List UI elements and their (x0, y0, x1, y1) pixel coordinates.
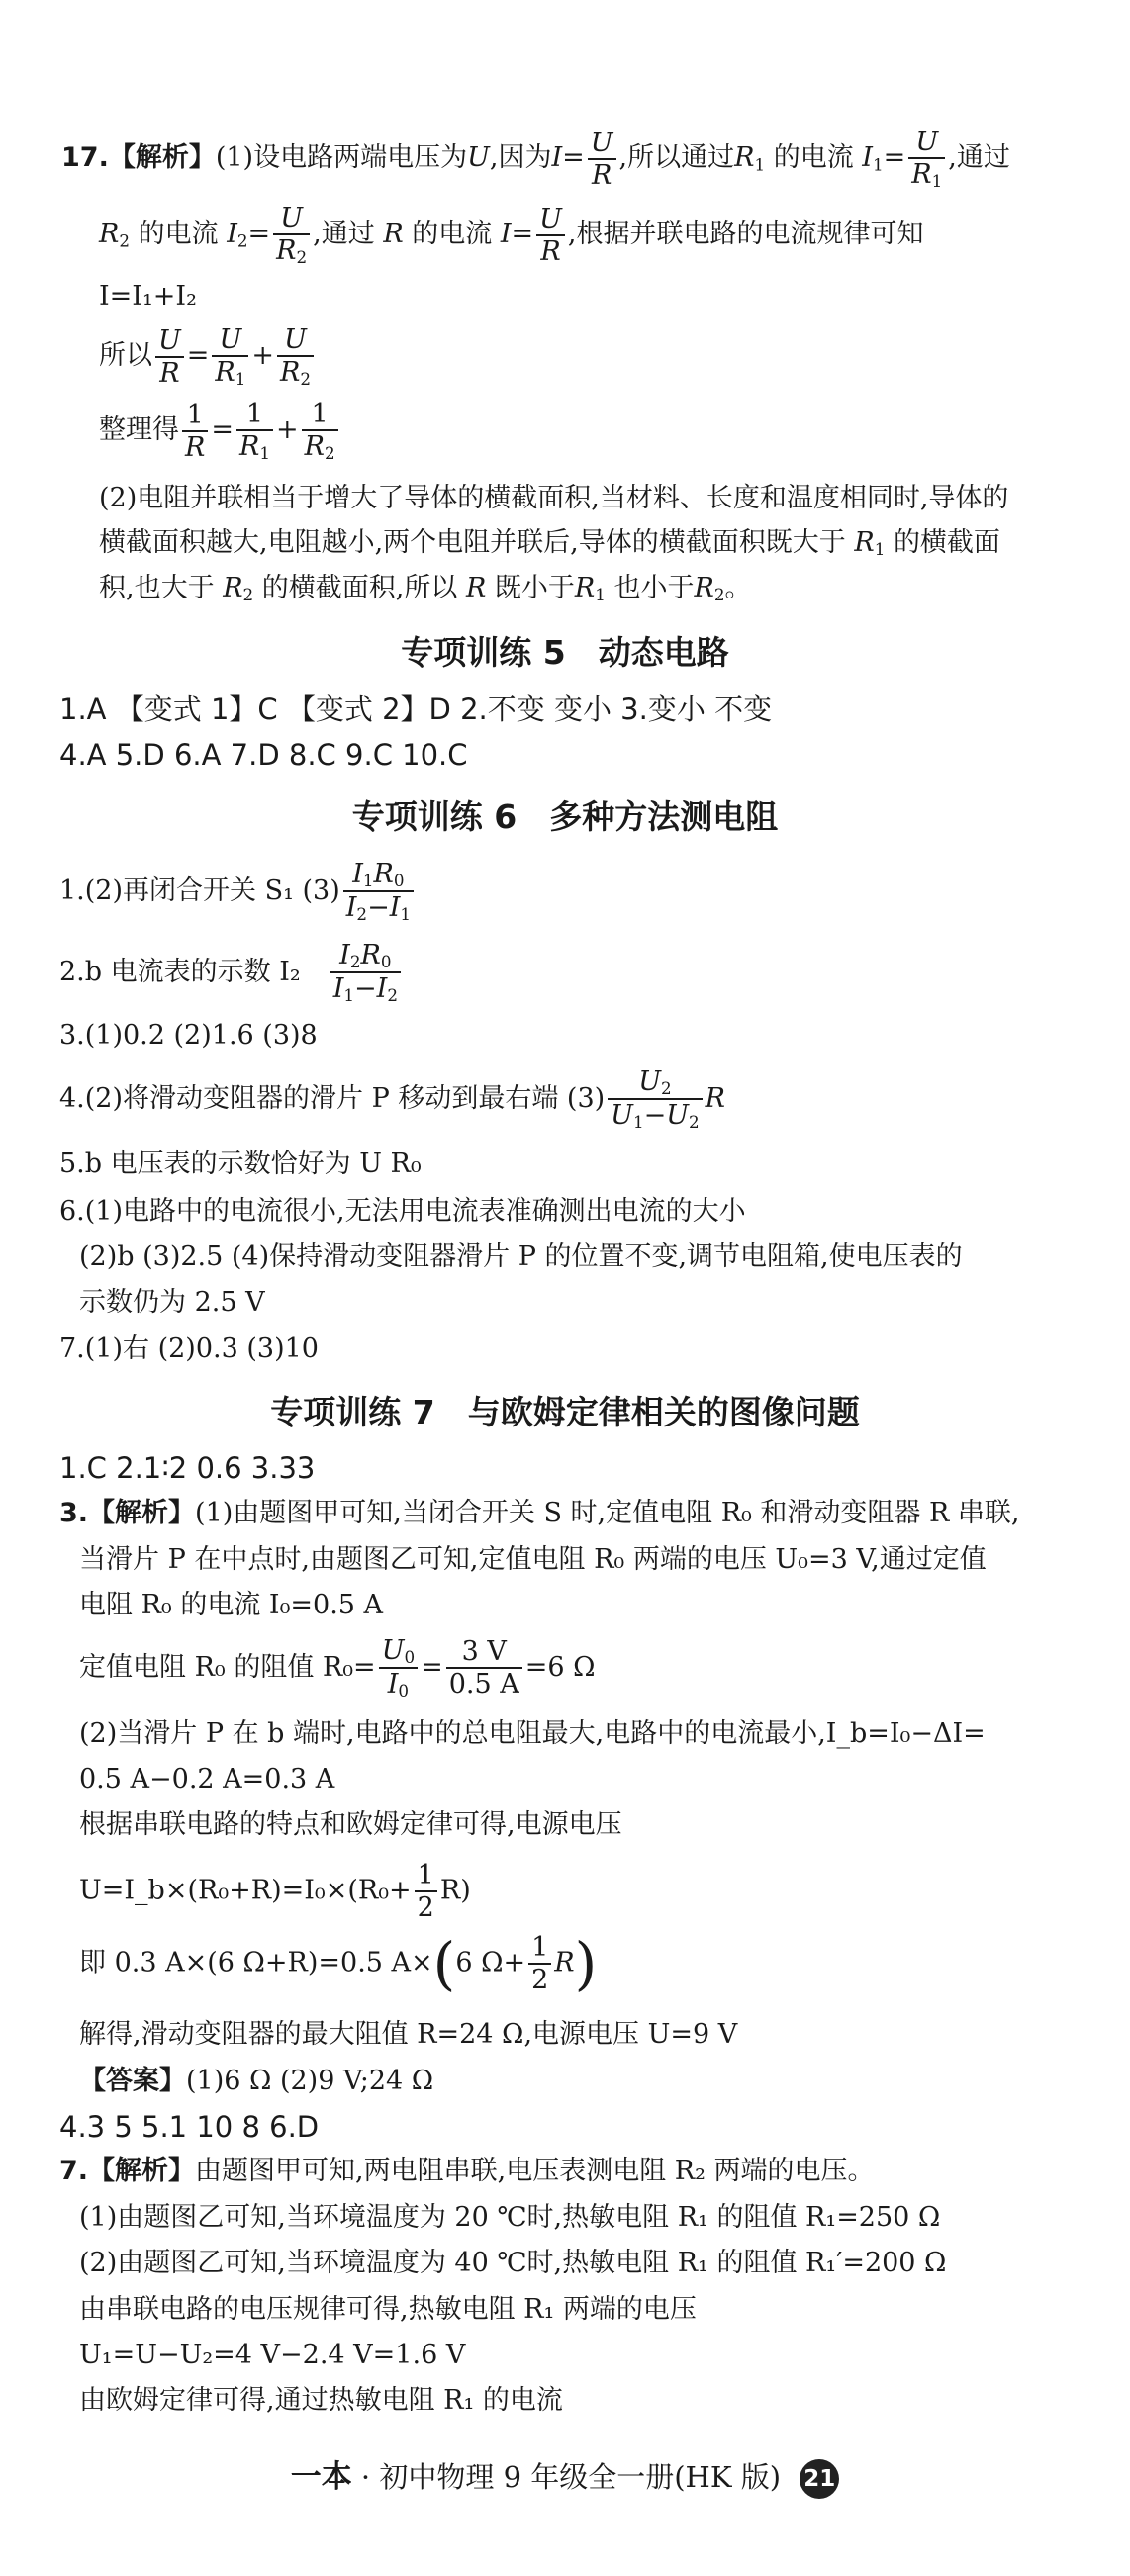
sec7-q7-line-3: (2)由题图乙可知,当环境温度为 40 ℃时,热敏电阻 R₁ 的阻值 R₁′=200 Ω (79, 2248, 947, 2278)
sec7-q7-line-4: 由串联电路的电压规律可得,热敏电阻 R₁ 两端的电压 (79, 2294, 697, 2325)
sec7-q3-line-9: 即 0.3 A×(6 Ω+R)=0.5 A×(6 Ω+ $\frac{1}{2}$ R) (79, 1930, 598, 1998)
section-title-5: 专项训练 5 动态电路 (401, 633, 729, 672)
sec6-answer-3: 3.(1)0.2 (2)1.6 (3)8 (59, 1020, 318, 1051)
sec7-q3-line-3: 电阻 R₀ 的电流 I₀=0.5 A (79, 1590, 384, 1620)
sec5-answers-1: 1.A 【变式 1】C 【变式 2】D 2.不变 变小 3.变小 不变 (59, 692, 773, 726)
sec6-answer-1: 1.(2)再闭合开关 S₁ (3) $\frac{I_1R_0}{I_2-I_1}$ (59, 859, 417, 925)
sec7-q3-line-4: 定值电阻 R₀ 的阻值 R₀= $\frac{U_0}{I_0}$ = $\frac{3 V}{0.5 A}$ =6 Ω (79, 1635, 596, 1702)
footer-text: · 初中物理 9 年级全一册(HK 版) (360, 2460, 782, 2494)
page-footer (0, 2451, 1130, 2499)
sec7-q3-line-7: 根据串联电路的特点和欧姆定律可得,电源电压 (79, 1809, 622, 1840)
sec6-answer-2: 2.b 电流表的示数 I₂ $\frac{I_2R_0}{I_1-I_2}$ (59, 940, 404, 1006)
sec7-q3-line-1: 3.【解析】(1)由题图甲可知,当闭合开关 S 时,定值电阻 R₀ 和滑动变阻器 R 串联, (59, 1498, 1020, 1528)
section-title-7: 专项训练 7 与欧姆定律相关的图像问题 (270, 1393, 860, 1431)
sec7-q3-line-6: 0.5 A−0.2 A=0.3 A (79, 1764, 335, 1794)
q17-line-2: $R_2$ 的电流 $I_2=$ $\frac{U}{R_2}$ ,通过 R 的电流 I= $\frac{U}{R}$ ,根据并联电路的电流规律可知 (99, 203, 924, 268)
sec7-q3-line-5: (2)当滑片 P 在 b 端时,电路中的总电阻最大,电路中的电流最小,I_b=I₀−ΔI= (79, 1718, 986, 1749)
q17-line-7: 横截面积越大,电阻越小,两个电阻并联后,导体的横截面积既大于 $R_1$ 的横截面 (99, 527, 1000, 560)
sec7-answer-4: 4.3 5 5.1 10 8 6.D (59, 2110, 320, 2144)
sec7-q7-line-5: U₁=U−U₂=4 V−2.4 V=1.6 V (79, 2340, 466, 2370)
sec6-answer-6a: 6.(1)电路中的电流很小,无法用电流表准确测出电流的大小 (59, 1196, 746, 1227)
q17-line-4: 所以 $\frac{U}{R}$ = $\frac{U}{R_1}$ + $\frac{U}{R_2}$ (99, 324, 317, 389)
sec7-q3-line-10: 解得,滑动变阻器的最大阻值 R=24 Ω,电源电压 U=9 V (79, 2019, 738, 2050)
fraction: $\frac{U}{R_1}$ (908, 127, 945, 191)
page-number-badge: 21 (800, 2459, 839, 2499)
sec6-answer-4: 4.(2)将滑动变阻器的滑片 P 移动到最右端 (3) $\frac{U_2}{U_1-U_2}$ R (59, 1066, 725, 1133)
sec7-q3-line-8: U=I_b×(R₀+R)=I₀×(R₀+ $\frac{1}{2}$ R) (79, 1860, 471, 1924)
section-title-6: 专项训练 6 多种方法测电阻 (351, 797, 779, 836)
sec7-answer-1: 1.C 2.1∶2 0.6 3.33 (59, 1451, 316, 1485)
q17-line-5: 整理得 $\frac{1}{R}$ = $\frac{1}{R_1}$ + $\frac{1}{R_2}$ (99, 399, 341, 463)
fraction: $\frac{U}{R}$ (588, 128, 616, 191)
sec7-q3-line-2: 当滑片 P 在中点时,由题图乙可知,定值电阻 R₀ 两端的电压 U₀=3 V,通过定值 (79, 1544, 987, 1575)
sec5-answers-2: 4.A 5.D 6.A 7.D 8.C 9.C 10.C (59, 738, 468, 772)
sec7-q7-line-6: 由欧姆定律可得,通过热敏电阻 R₁ 的电流 (79, 2385, 563, 2416)
q17-line-6: (2)电阻并联相当于增大了导体的横截面积,当材料、长度和温度相同时,导体的 (99, 483, 1009, 513)
q17-line-3: I=I₁+I₂ (99, 281, 197, 312)
fraction: $\frac{U}{R}$ (536, 204, 565, 267)
sec7-q7-line-2: (1)由题图乙可知,当环境温度为 20 ℃时,热敏电阻 R₁ 的阻值 R₁=250 Ω (79, 2202, 941, 2233)
q17-line-1: 17.【解析】(1)设电路两端电压为U,因为I= $\frac{U}{R}$ ,所以通过$R_1$ 的电流 $I_1=$ $\frac{U}{R_1}$ ,通过 (61, 127, 1010, 192)
sec6-answer-6b: (2)b (3)2.5 (4)保持滑动变阻器滑片 P 的位置不变,调节电阻箱,使电压表的 (79, 1242, 963, 1272)
sec6-answer-5: 5.b 电压表的示数恰好为 U R₀ (59, 1149, 422, 1179)
fraction: $\frac{U}{R_2}$ (273, 203, 310, 267)
q17-line-8: 积,也大于 $R_2$ 的横截面积,所以 R 既小于$R_1$ 也小于$R_2$。 (99, 573, 752, 605)
sec7-q3-answer: 【答案】(1)6 Ω (2)9 V;24 Ω (79, 2066, 434, 2096)
sec6-answer-6c: 示数仍为 2.5 V (79, 1287, 265, 1318)
footer-brand: 一本 (290, 2459, 352, 2495)
sec7-q7-line-1: 7.【解析】由题图甲可知,两电阻串联,电压表测电阻 R₂ 两端的电压。 (59, 2156, 875, 2186)
sec6-answer-7: 7.(1)右 (2)0.3 (3)10 (59, 1334, 319, 1364)
